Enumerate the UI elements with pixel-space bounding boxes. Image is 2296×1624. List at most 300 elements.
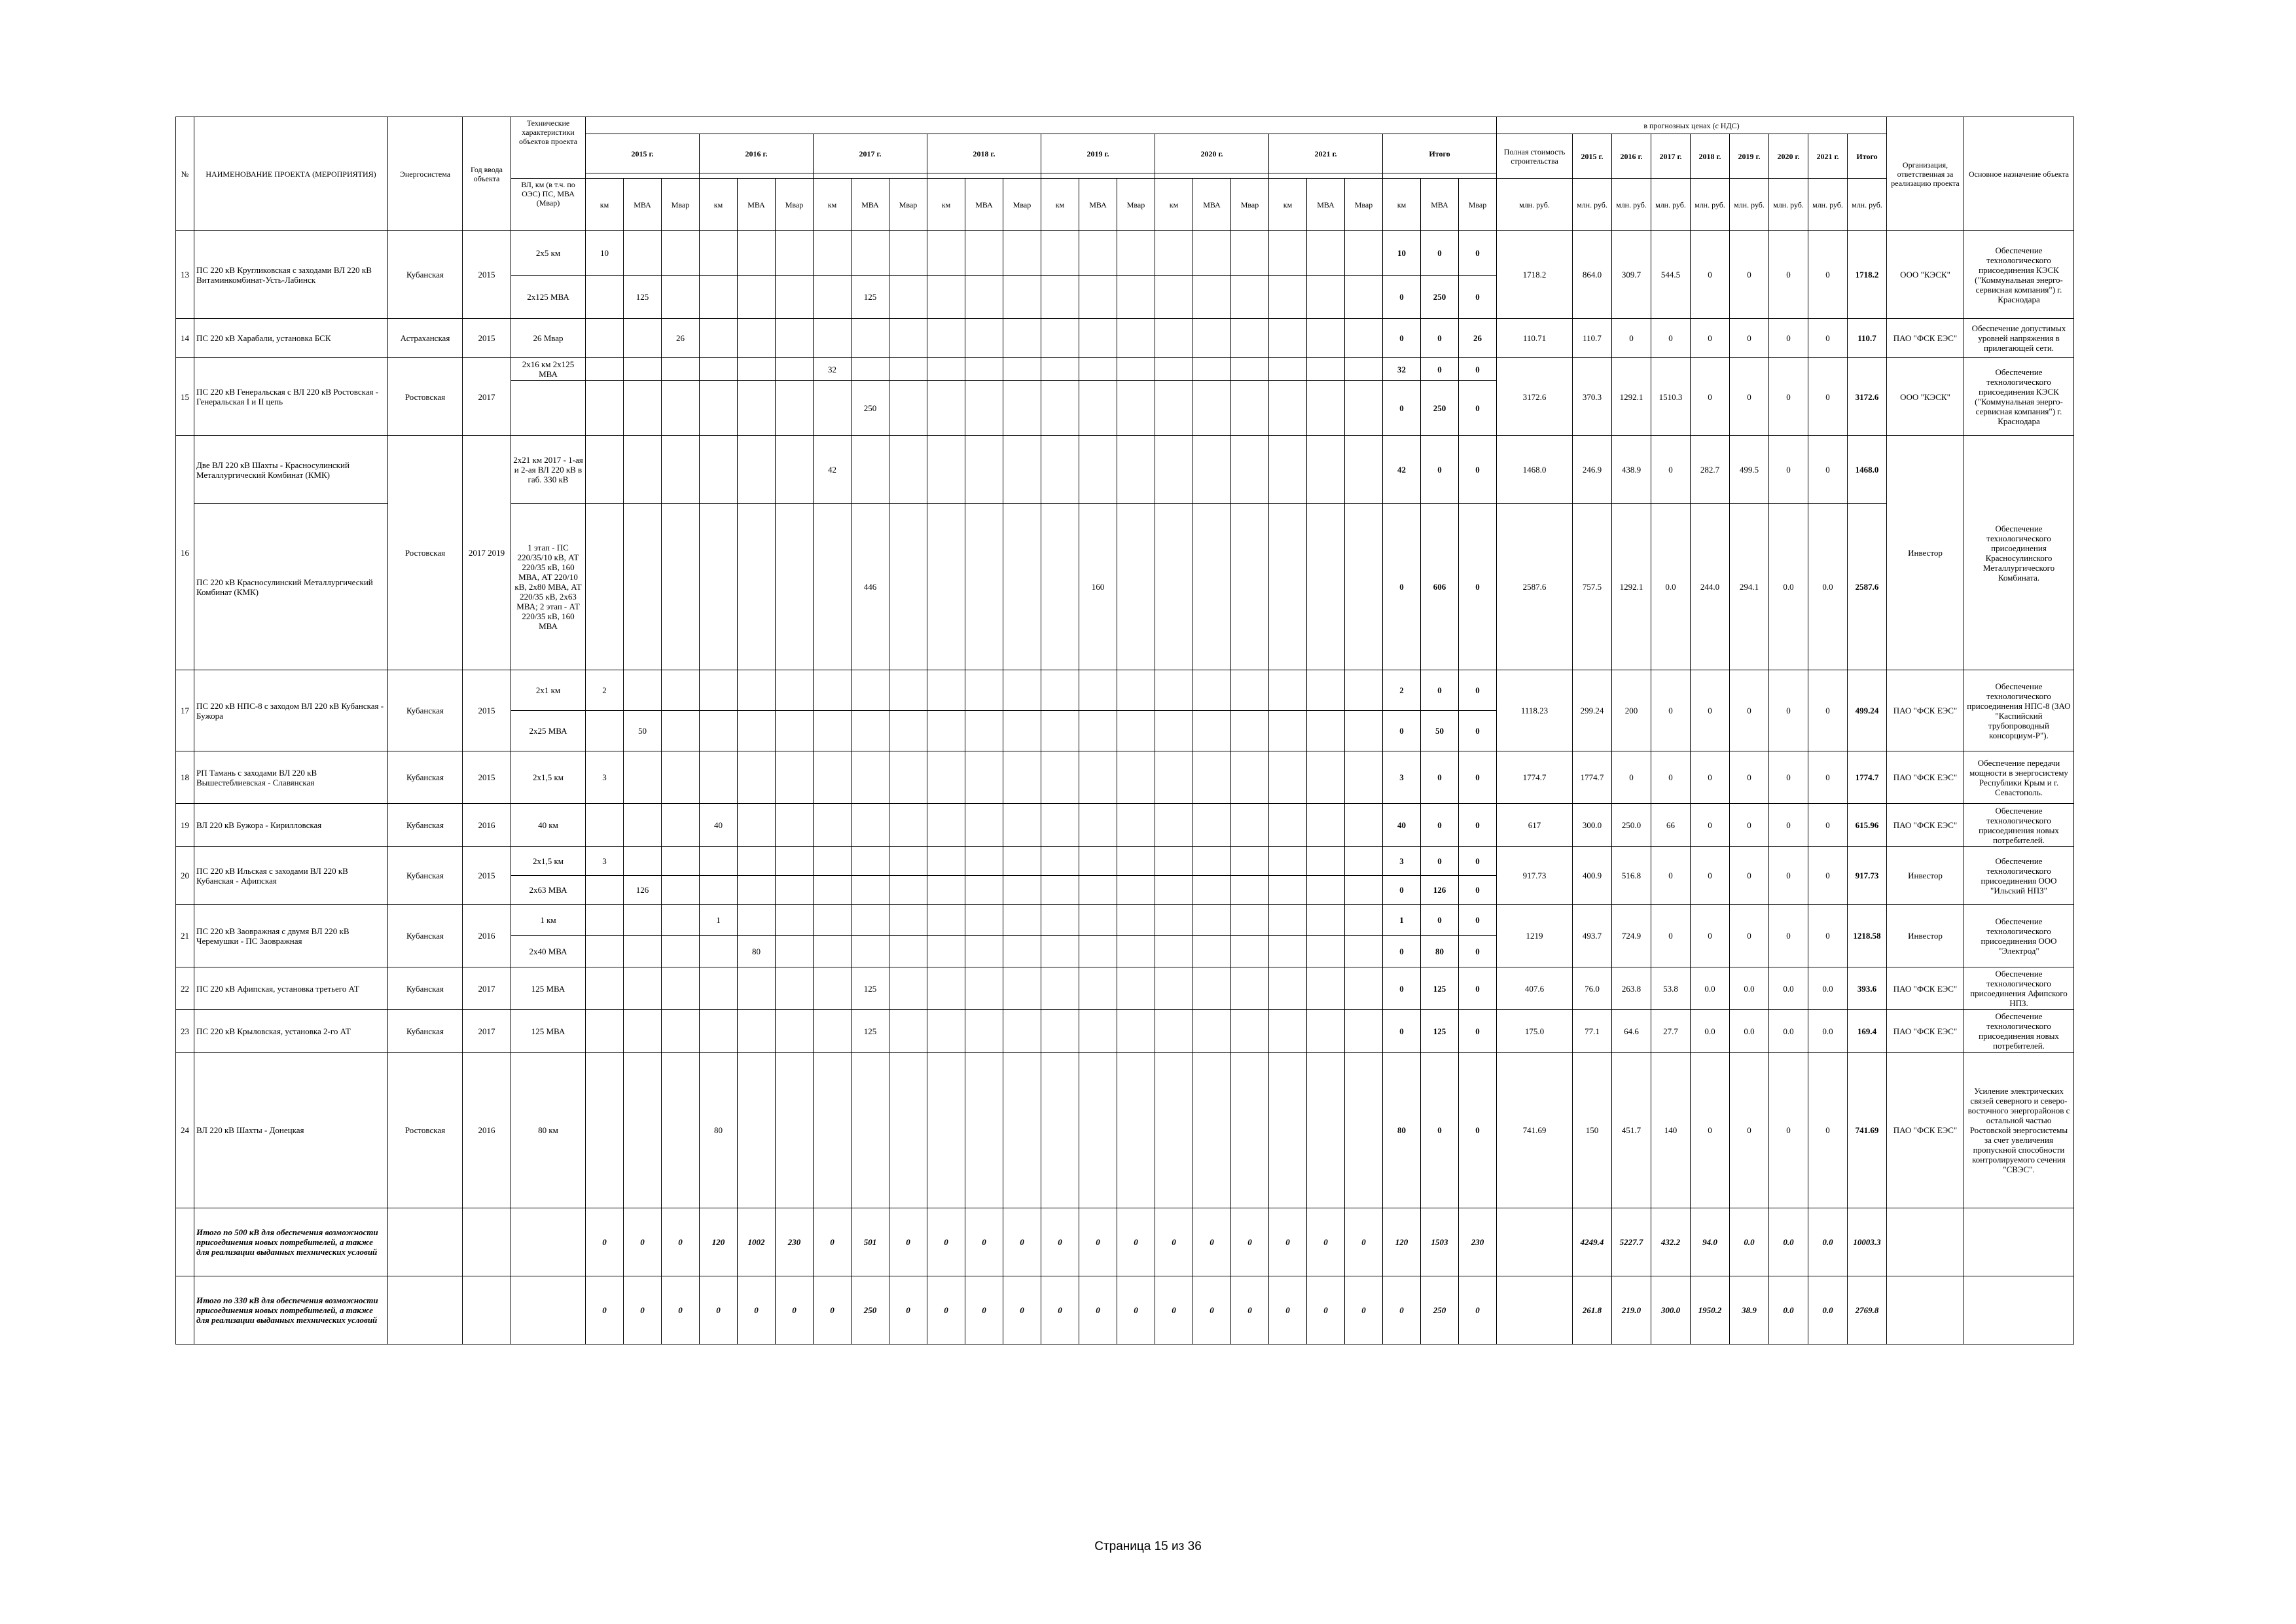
value-cell [1041,967,1079,1010]
unit-header: км [1041,179,1079,231]
value-cell [738,876,776,905]
responsible-org [1887,1276,1964,1344]
value-cell [965,231,1003,276]
value-cell [624,905,662,936]
purpose: Обеспечение передачи мощности в энергосистему Республики Крым и г. Севастополь. [1964,751,2074,804]
row-no: 17 [176,670,194,751]
value-cell [1231,847,1269,876]
value-cell [662,670,700,711]
value-cell [814,1010,852,1053]
value-cell [965,751,1003,804]
value-cell [1307,381,1345,436]
value-cell [852,876,889,905]
value-cell [1231,876,1269,905]
value-cell [776,711,814,751]
commission-year: 2015 [463,670,511,751]
project-row [176,1053,2074,1208]
cost-cell: 246.9 [1573,436,1612,504]
total-cost-cell: 0.0 [1808,1276,1848,1344]
value-cell [927,1053,965,1208]
energy-system [388,1208,463,1276]
total-cost-cell: 38.9 [1730,1276,1769,1344]
value-cell [1117,967,1155,1010]
cost-cell: 1292.1 [1612,504,1651,670]
value-cell [738,358,776,381]
value-cell [889,847,927,876]
value-cell [852,1053,889,1208]
value-cell [1003,319,1041,358]
energy-system: Кубанская [388,670,463,751]
full-cost: 1118.23 [1497,670,1573,751]
total-value-cell: 0 [1079,1208,1117,1276]
total-cell: 0 [1421,847,1459,876]
total-value-cell: 0 [586,1276,624,1344]
total-value-cell: 0 [662,1276,700,1344]
cost-year-header: 2021 г. [1808,134,1848,179]
cost-cell: 282.7 [1691,436,1730,504]
unit-header: Мвар [662,179,700,231]
cost-year-header: 2015 г. [1573,134,1612,179]
full-cost: 3172.6 [1497,358,1573,436]
value-cell [1117,319,1155,358]
cost-cell: 77.1 [1573,1010,1612,1053]
unit-header: млн. руб. [1808,179,1848,231]
value-cell [814,751,852,804]
energy-system: Кубанская [388,804,463,847]
unit-header: Мвар [1231,179,1269,231]
value-cell [1079,936,1117,967]
cost-cell: 0.0 [1769,1010,1808,1053]
cost-cell: 0 [1769,358,1808,436]
total-cell: 0 [1459,231,1497,276]
value-cell [1231,711,1269,751]
project-row [176,967,2074,1010]
cost-cell: 393.6 [1848,967,1887,1010]
tech-spec: 40 км [511,804,586,847]
cost-cell: 0 [1730,670,1769,751]
value-cell [1231,358,1269,381]
value-cell [1345,231,1383,276]
value-cell [662,381,700,436]
cost-cell: 0 [1808,847,1848,905]
value-cell: 125 [852,1010,889,1053]
value-cell [814,876,852,905]
value-cell [852,231,889,276]
cost-cell: 0 [1730,905,1769,967]
total-value-cell: 0 [889,1208,927,1276]
unit-header: млн. руб. [1730,179,1769,231]
value-cell [624,751,662,804]
total-cost-cell: 0.0 [1769,1276,1808,1344]
col-header-no: № [176,117,194,231]
total-cost-cell: 10003.3 [1848,1208,1887,1276]
total-value-cell: 0 [814,1276,852,1344]
year-header: 2021 г. [1269,134,1383,173]
value-cell [965,358,1003,381]
unit-header: млн. руб. [1497,179,1573,231]
full-cost: 1774.7 [1497,751,1573,804]
total-cell: 0 [1459,936,1497,967]
total-value-cell: 0 [889,1276,927,1344]
value-cell [1155,319,1193,358]
value-cell [586,1053,624,1208]
purpose: Обеспечение технологического присоединения новых потребителей. [1964,804,2074,847]
value-cell [965,1010,1003,1053]
value-cell [1155,847,1193,876]
row-no: 22 [176,967,194,1010]
value-cell [586,711,624,751]
value-cell: 50 [624,711,662,751]
value-cell [1155,711,1193,751]
total-value-cell: 0 [624,1208,662,1276]
total-cell: 125 [1421,1010,1459,1053]
tech-spec: 1 этап - ПС 220/35/10 кВ, АТ 220/35 кВ, 160 МВА, АТ 220/10 кВ, 2х80 МВА, АТ 220/35 кВ, 2х63 МВА; 2 этап - АТ 220/35 кВ, 160 МВА [511,504,586,670]
row-no: 21 [176,905,194,967]
value-cell [1269,936,1307,967]
responsible-org: ПАО "ФСК ЕЭС" [1887,751,1964,804]
value-cell [1079,276,1117,319]
value-cell [1003,358,1041,381]
value-cell [624,967,662,1010]
total-cell: 120 [1383,1208,1421,1276]
cost-cell: 499.24 [1848,670,1887,751]
value-cell [927,711,965,751]
value-cell [1307,967,1345,1010]
full-cost: 110.71 [1497,319,1573,358]
value-cell [1155,1053,1193,1208]
total-cell: 0 [1383,276,1421,319]
commission-year: 2015 [463,847,511,905]
total-cell: 26 [1459,319,1497,358]
row-no: 18 [176,751,194,804]
value-cell [1041,751,1079,804]
cost-cell: 0.0 [1808,1010,1848,1053]
row-no: 15 [176,358,194,436]
cost-cell: 0.0 [1691,967,1730,1010]
value-cell [889,670,927,711]
value-cell [700,231,738,276]
value-cell [1041,276,1079,319]
value-cell [889,936,927,967]
total-cost-cell: 5227.7 [1612,1208,1651,1276]
cost-cell: 110.7 [1848,319,1887,358]
cost-cell: 544.5 [1651,231,1691,319]
cost-cell: 64.6 [1612,1010,1651,1053]
cost-cell: 0 [1769,670,1808,751]
commission-year: 2016 [463,1053,511,1208]
project-row [176,804,2074,847]
value-cell [1345,751,1383,804]
spacer [1383,173,1497,179]
value-cell [814,504,852,670]
total-cell: 0 [1421,436,1459,504]
cost-cell: 370.3 [1573,358,1612,436]
year-header: 2018 г. [927,134,1041,173]
value-cell [814,1053,852,1208]
cost-cell: 0 [1691,804,1730,847]
value-cell [965,381,1003,436]
value-cell [1155,936,1193,967]
total-cell: 0 [1383,319,1421,358]
total-cell: 3 [1383,751,1421,804]
value-cell [1003,905,1041,936]
value-cell [1079,381,1117,436]
total-cell: 0 [1421,751,1459,804]
cost-cell: 0 [1691,1053,1730,1208]
value-cell [700,381,738,436]
value-cell [814,847,852,876]
total-value-cell: 0 [738,1276,776,1344]
total-cell: 0 [1421,804,1459,847]
value-cell [624,381,662,436]
value-cell [1155,231,1193,276]
total-value-cell: 0 [1079,1276,1117,1344]
value-cell [1345,1053,1383,1208]
value-cell [1231,804,1269,847]
value-cell [738,319,776,358]
purpose: Обеспечение технологического присоединения КЭСК ("Коммунальная энерго-сервисная компания") г. Краснодара [1964,231,2074,319]
energy-system: Ростовская [388,436,463,670]
purpose: Обеспечение технологического присоединения Красносулинского Металлургического Комбината. [1964,436,2074,670]
cost-cell: 0 [1651,436,1691,504]
project-name: ПС 220 кВ Красносулинский Металлургический Комбинат (КМК) [194,504,388,670]
value-cell [662,358,700,381]
value-cell [662,1010,700,1053]
total-cell: 0 [1383,967,1421,1010]
value-cell [1117,436,1155,504]
cost-cell: 0 [1730,358,1769,436]
total-value-cell: 0 [1345,1276,1383,1344]
total-cell: 0 [1459,847,1497,876]
spacer [927,173,1041,179]
value-cell [624,436,662,504]
header-blank [586,117,1497,134]
unit-header: км [1383,179,1421,231]
value-cell: 26 [662,319,700,358]
cost-cell: 0.0 [1769,504,1808,670]
cost-cell: 438.9 [1612,436,1651,504]
value-cell [624,358,662,381]
total-value-cell: 120 [700,1208,738,1276]
value-cell [927,504,965,670]
project-name: РП Тамань с заходами ВЛ 220 кВ Вышестеблиевская - Славянская [194,751,388,804]
responsible-org: ПАО "ФСК ЕЭС" [1887,1053,1964,1208]
value-cell [738,504,776,670]
value-cell [1193,905,1231,936]
value-cell [776,1010,814,1053]
total-value-cell: 0 [1003,1208,1041,1276]
total-value-cell: 0 [1269,1208,1307,1276]
total-value-cell: 0 [927,1276,965,1344]
total-cell: 80 [1421,936,1459,967]
tech-spec: 2х1 км [511,670,586,711]
project-row [176,358,2074,381]
cost-cell: 0 [1730,231,1769,319]
cost-cell: 169.4 [1848,1010,1887,1053]
value-cell [1079,905,1117,936]
year-header: 2015 г. [586,134,700,173]
value-cell [738,276,776,319]
total-value-cell: 0 [965,1208,1003,1276]
cost-cell: 0 [1808,319,1848,358]
project-row [176,319,2074,358]
value-cell [700,358,738,381]
value-cell [1003,847,1041,876]
value-cell: 160 [1079,504,1117,670]
total-cell: 0 [1421,319,1459,358]
value-cell [738,1010,776,1053]
value-cell [1307,804,1345,847]
value-cell [1117,905,1155,936]
value-cell [1269,905,1307,936]
cost-cell: 400.9 [1573,847,1612,905]
page-number: Страница 15 из 36 [1094,1540,1202,1553]
value-cell [1117,358,1155,381]
col-header-tech: Технические характеристики объектов проекта [511,117,586,179]
value-cell [1193,936,1231,967]
value-cell [1117,876,1155,905]
value-cell [738,381,776,436]
unit-header: Мвар [1345,179,1383,231]
tech-spec [511,1208,586,1276]
responsible-org: ООО "КЭСК" [1887,231,1964,319]
cost-cell: 66 [1651,804,1691,847]
value-cell [1155,381,1193,436]
unit-header: млн. руб. [1848,179,1887,231]
total-cell: 0 [1459,1053,1497,1208]
value-cell [889,436,927,504]
value-cell [1307,276,1345,319]
cost-cell: 0 [1808,905,1848,967]
value-cell [1155,751,1193,804]
value-cell [700,876,738,905]
cost-cell: 0 [1769,231,1808,319]
value-cell [1193,381,1231,436]
total-label: Итого по 330 кВ для обеспечения возможности присоединения новых потребителей, а также для реализации выданных технических условий [194,1276,388,1344]
value-cell [927,358,965,381]
value-cell [1117,936,1155,967]
total-cell: 0 [1421,358,1459,381]
value-cell [1041,847,1079,876]
cost-cell: 864.0 [1573,231,1612,319]
total-cell: 0 [1383,711,1421,751]
value-cell [776,670,814,711]
total-value-cell: 0 [662,1208,700,1276]
full-cost: 741.69 [1497,1053,1573,1208]
unit-header: млн. руб. [1691,179,1730,231]
commission-year [463,1208,511,1276]
purpose: Усиление электрических связей северного и северо-восточного энергорайонов с остальной частью Ростовской энергосистемы за счет увеличения пропускной способности контролируемого сечения "СВЭС". [1964,1053,2074,1208]
responsible-org: ООО "КЭСК" [1887,358,1964,436]
value-cell [662,751,700,804]
project-name: ПС 220 кВ Ильская с заходами ВЛ 220 кВ Кубанская - Афипская [194,847,388,905]
cost-cell: 0.0 [1730,967,1769,1010]
value-cell [1231,231,1269,276]
value-cell [776,319,814,358]
total-cell: 0 [1383,1010,1421,1053]
spacer [586,173,700,179]
total-value-cell: 0 [1155,1276,1193,1344]
value-cell [1003,436,1041,504]
total-value-cell: 0 [1041,1276,1079,1344]
value-cell [624,1053,662,1208]
unit-header: МВА [738,179,776,231]
value-cell [1079,804,1117,847]
total-value-cell: 0 [1193,1276,1231,1344]
tech-spec: 125 МВА [511,1010,586,1053]
tech-spec: 2х125 МВА [511,276,586,319]
total-value-cell: 0 [776,1276,814,1344]
value-cell [1231,1010,1269,1053]
col-header-energy: Энергосистема [388,117,463,231]
value-cell [1269,319,1307,358]
project-name: ВЛ 220 кВ Шахты - Донецкая [194,1053,388,1208]
value-cell [586,381,624,436]
project-row [176,1010,2074,1053]
full-cost [1497,1208,1573,1276]
value-cell [1117,381,1155,436]
row-no: 13 [176,231,194,319]
value-cell [1079,876,1117,905]
cost-cell: 0 [1808,751,1848,804]
cost-cell: 0 [1808,670,1848,751]
total-value-cell: 1002 [738,1208,776,1276]
value-cell [738,967,776,1010]
value-cell [624,231,662,276]
value-cell [776,804,814,847]
total-cost-cell: 0.0 [1769,1208,1808,1276]
value-cell: 125 [852,967,889,1010]
value-cell [586,905,624,936]
unit-header: Мвар [889,179,927,231]
value-cell [700,436,738,504]
value-cell [776,381,814,436]
value-cell [1155,436,1193,504]
value-cell [1155,670,1193,711]
total-value-cell: 0 [1117,1276,1155,1344]
cost-cell: 0 [1691,319,1730,358]
value-cell [700,711,738,751]
cost-cell: 0 [1651,670,1691,751]
total-row [176,1208,2074,1276]
purpose [1964,1276,2074,1344]
responsible-org: ПАО "ФСК ЕЭС" [1887,804,1964,847]
value-cell [700,1010,738,1053]
unit-header: млн. руб. [1573,179,1612,231]
cost-year-header: 2018 г. [1691,134,1730,179]
unit-header: км [1269,179,1307,231]
value-cell [1231,936,1269,967]
value-cell [965,276,1003,319]
value-cell [1003,231,1041,276]
col-header-org: Организация, ответственная за реализацию проекта [1887,117,1964,231]
purpose: Обеспечение технологического присоединения НПС-8 (ЗАО "Каспийский трубопроводный консорциум-Р"). [1964,670,2074,751]
project-row [176,436,2074,504]
energy-system: Кубанская [388,1010,463,1053]
value-cell [852,751,889,804]
value-cell [1079,1010,1117,1053]
cost-cell: 0 [1691,358,1730,436]
value-cell [776,967,814,1010]
full-cost: 617 [1497,804,1573,847]
total-cell: 126 [1421,876,1459,905]
value-cell [1193,670,1231,711]
value-cell: 125 [852,276,889,319]
full-cost: 917.73 [1497,847,1573,905]
unit-header: МВА [1421,179,1459,231]
value-cell [1193,276,1231,319]
energy-system: Кубанская [388,905,463,967]
